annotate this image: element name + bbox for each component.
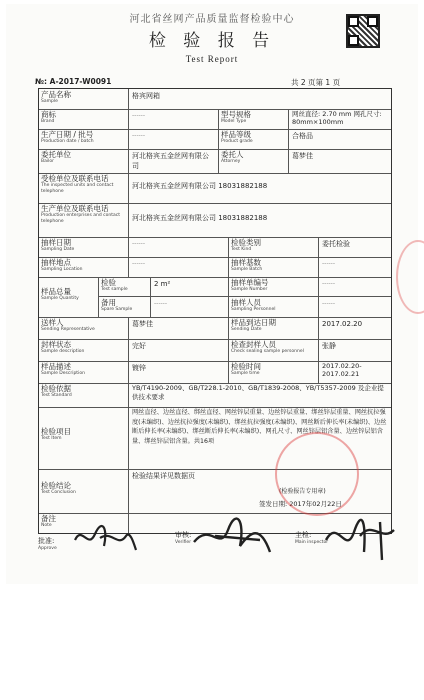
issue-date: 签发日期: 2017年02月22日: [259, 500, 342, 508]
test-time-label: 检验时间 Sample time: [229, 361, 319, 383]
arrive-date-value: 2017.02.20: [322, 320, 363, 328]
arrive-date-label: 样品到达日期 Sending Date: [229, 317, 319, 339]
table-row: [39, 89, 391, 110]
trademark-label: 商标 Brand: [39, 109, 129, 129]
test-time-value: 2017.02.20-2017.02.21: [322, 362, 362, 378]
sample-location-label: 抽样地点 Sampling Location: [39, 257, 129, 277]
org-name: 河北省丝网产品质量监督检验中心: [129, 14, 295, 25]
table-row: [39, 237, 391, 258]
seal-value: 完好: [129, 339, 229, 361]
table-row: [39, 109, 391, 130]
product-name-label: 产品名称 Sample: [39, 89, 129, 109]
sample-number-label: 抽样单编号 Sample Number: [229, 277, 319, 297]
main-inspector-label: 主检:: [295, 531, 312, 539]
report-number: №: A-2017-W0091: [35, 77, 112, 86]
sample-location-value: ------: [129, 257, 229, 277]
client-value: 河北格宾五金丝网有限公司: [129, 149, 219, 173]
conclusion-value: 检验结果详见数据页: [132, 472, 195, 480]
table-row: [39, 129, 391, 150]
page-count: 共 2 页第 1 页: [291, 78, 341, 87]
table-row: [39, 317, 391, 340]
approve-block: 批准: Approve: [38, 537, 57, 551]
table-row: [39, 173, 391, 204]
sampler-label: 抽样人员 Sampling Personnel: [229, 297, 319, 317]
conclusion-label: 检验结论 Test Conclusion: [39, 469, 129, 513]
spare-sample-value: ------: [151, 297, 229, 317]
product-name-value: 格宾网箱: [132, 92, 160, 100]
sealer-label: 检查封样人员 Check sealing sample personnel: [229, 339, 319, 361]
items-label: 检验项目 Test Item: [39, 407, 129, 469]
seal-label: 封样状态 Sample description: [39, 339, 129, 361]
attorney-label: 委托人 Attorney: [219, 149, 289, 173]
grade-label: 样品等级 Product grade: [219, 129, 289, 149]
batch-label: 生产日期 / 批号 Production date / batch: [39, 129, 129, 149]
main-inspector-block: 主检: Main inspector: [295, 531, 329, 545]
batch-value: ------: [129, 129, 219, 149]
table-row: [39, 203, 391, 238]
sender-label: 送样人 Sending Representative: [39, 317, 129, 339]
remark-label: 备注 Note: [39, 513, 129, 533]
sampler-value: ------: [322, 300, 335, 307]
description-value: 镀锌: [129, 361, 229, 383]
quantity-label: 样品总量 Sample Quantity: [39, 277, 99, 317]
model-label: 型号规格 Model Type: [219, 109, 289, 129]
attorney-value: 葛梦佳: [292, 152, 313, 160]
sealer-value: 张静: [322, 342, 336, 350]
sender-value: 葛梦佳: [129, 317, 229, 339]
official-seal-stamp: [275, 432, 359, 516]
sample-base-label: 抽样基数 Sample Batch: [229, 257, 319, 277]
report-subtitle: Test Report: [185, 54, 239, 64]
stamp-text: (检验报告专用章): [279, 488, 326, 495]
model-spec: 网丝直径: 2.70 mm 网孔尺寸: 80mm×100mm: [292, 110, 382, 126]
qr-code-icon: [346, 14, 380, 48]
verify-label: 审核:: [175, 531, 192, 539]
table-row: [39, 149, 391, 174]
sample-date-value: ------: [129, 237, 229, 257]
table-row: [39, 383, 391, 408]
producer-value: 河北格宾五金丝网有限公司 18031882188: [132, 214, 268, 222]
producer-label: 生产单位及联系电话 Production enterprises and contact telephone: [39, 203, 129, 237]
sample-base-value: ------: [322, 260, 335, 267]
sample-date-label: 抽样日期 Sampling Date: [39, 237, 129, 257]
grade-value: 合格品: [292, 132, 313, 140]
client-label: 委托单位 Bailor: [39, 149, 129, 173]
test-sample-value: 2 m²: [151, 277, 229, 297]
verifier-signature: [190, 512, 275, 560]
table-row: [39, 361, 391, 384]
standard-label: 检验依据 Test Standard: [39, 383, 129, 407]
table-row: [39, 277, 391, 318]
test-kind-label: 检验类别 Test Kind: [229, 237, 319, 257]
items-value: 网丝直径、边丝直径、绑丝直径、网丝锌层重量、边丝锌层重量、绑丝锌层重量、网丝抗拉强度(未编织)、边丝抗拉强度(未编织)、绑丝抗拉强度(未编织)、网丝断后伸长率(未编织)、边丝断后伸长率(未编织)、绑丝断后伸长率(未编织)、网孔尺寸、网丝锌层铝含量、边丝锌层铝含量、绑丝锌层铝含量。共16项: [132, 409, 387, 445]
test-kind-value: 委托检验: [322, 240, 350, 248]
spare-sample-label: 备用 Spare Sample: [99, 297, 151, 317]
approver-signature: [70, 520, 140, 558]
inspected-value: 河北格宾五金丝网有限公司 18031882188: [132, 182, 268, 190]
verify-block: 审核: Verifier: [175, 531, 192, 545]
description-label: 样品描述 Sample Description: [39, 361, 129, 383]
inspected-label: 受检单位及联系电话 The inspected units and contact telephone: [39, 173, 129, 203]
test-sample-label: 检验 Test sample: [99, 277, 151, 297]
approve-label: 批准:: [38, 537, 55, 545]
table-row: [39, 257, 391, 278]
main-inspector-signature: [320, 512, 400, 564]
report-title: 检 验 报 告: [148, 31, 276, 51]
standard-value: YB/T4190-2009、GB/T228.1-2010、GB/T1839-2008、YB/T5357-2009 及企业提供技术要求: [132, 384, 384, 401]
trademark-value: ------: [129, 109, 219, 129]
table-row: [39, 339, 391, 362]
sample-number-value: ------: [319, 277, 391, 297]
